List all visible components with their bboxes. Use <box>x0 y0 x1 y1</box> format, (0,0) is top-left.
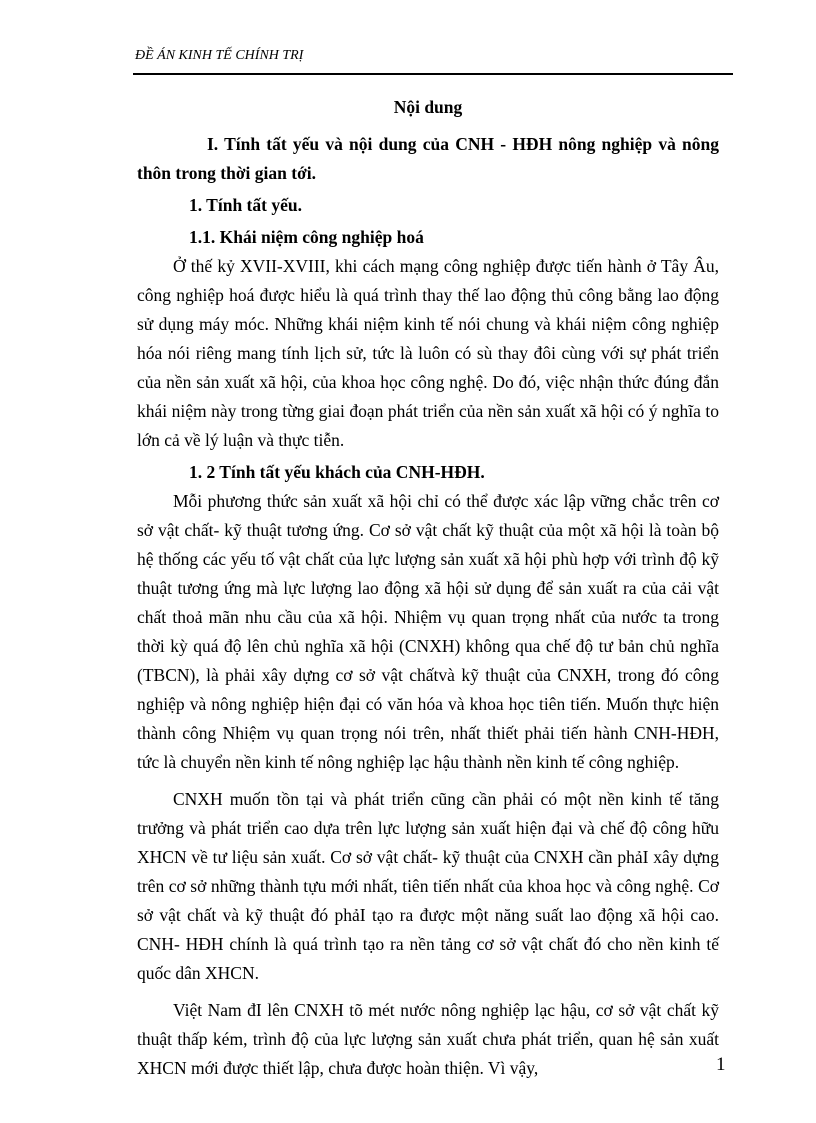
paragraph-3: CNXH muốn tồn tại và phát triển cũng cần phải có một nền kinh tế tăng trưởng và phát triển cao dựa trên lực lượng sản xuất hiện đại và chế độ công hữu XHCN về tư liệu sản xuất. Cơ sở vật chất- kỹ thuật của CNXH cần phảI xây dựng trên cơ sở những thành tựu mới nhất, tiên tiến nhất của khoa học và công nghệ. Cơ sở vật chất và kỹ thuật đó phảI tạo ra được một năng suất lao động xã hội cao. CNH- HĐH chính là quá trình tạo ra nền tảng cơ sở vật chất đó cho nền kinh tế quốc dân XHCN. <box>137 789 719 983</box>
heading-level-3-concept: 1.1. Khái niệm công nghiệp hoá <box>189 227 424 247</box>
document-body <box>137 93 719 1083</box>
header-divider <box>133 73 733 75</box>
page-number: 1 <box>716 1054 726 1075</box>
paragraph-1: Ở thế kỷ XVII-XVIII, khi cách mạng công nghiệp được tiến hành ở Tây Âu, công nghiệp hoá được hiểu là quá trình thay thế lao động thủ công bằng lao động sử dụng máy móc. Những khái niệm kinh tế nói chung và khái niệm công nghiệp hóa nói riêng mang tính lịch sử, tức là luôn có sù thay đôi cùng với sự phát triển của nền sản xuất xã hội, của khoa học công nghệ. Do đó, việc nhận thức đúng đắn khái niệm này trong từng giai đoạn phát triển của nền sản xuất xã hội có ý nghĩa to lớn cả về lý luận và thực tiễn. <box>137 256 719 450</box>
header-title: ĐỀ ÁN KINH TẾ CHÍNH TRỊ <box>135 48 304 63</box>
paragraph-2: Mỗi phương thức sản xuất xã hội chỉ có thể được xác lập vững chắc trên cơ sở vật chất- kỹ thuật tương ứng. Cơ sở vật chất kỹ thuật của một xã hội là toàn bộ hệ thống các yếu tố vật chất của lực lượng sản xuất xã hội phù hợp với trình độ kỹ thuật tương ứng mà lực lượng lao động xã hội sử dụng để sản xuất ra của cải vật chất thoả mãn nhu cầu của xã hội. Nhiệm vụ quan trọng nhất của nước ta trong thời kỳ quá độ lên chủ nghĩa xã hội (CNXH) không qua chế độ tư bản chủ nghĩa (TBCN), là phải xây dựng cơ sở vật chấtvà kỹ thuật của CNXH, trong đó công nghiệp và nông nghiệp hiện đại có văn hóa và khoa học tiên tiến. Muốn thực hiện thành công Nhiệm vụ quan trọng nói trên, nhất thiết phải tiến hành CNH-HĐH, tức là chuyển nền kinh tế nông nghiệp lạc hậu thành nền kinh tế công nghiệp. <box>137 491 719 772</box>
section-title: Nội dung <box>393 97 463 117</box>
heading-level-2: 1. Tính tất yếu. <box>189 195 302 215</box>
paragraph-4: Việt Nam đI lên CNXH tõ mét nước nông nghiệp lạc hậu, cơ sở vật chất kỹ thuật thấp kém, trình độ của lực lượng sản xuất chưa phát triển, quan hệ sản xuất XHCN mới được thiết lập, chưa được hoàn thiện. Vì vậy, <box>137 1000 719 1078</box>
heading-level-1: I. Tính tất yếu và nội dung của CNH - HĐH nông nghiệp và nông thôn trong thời gian tới. <box>137 134 719 183</box>
heading-level-3-necessity: 1. 2 Tính tất yếu khách của CNH-HĐH. <box>189 462 485 482</box>
